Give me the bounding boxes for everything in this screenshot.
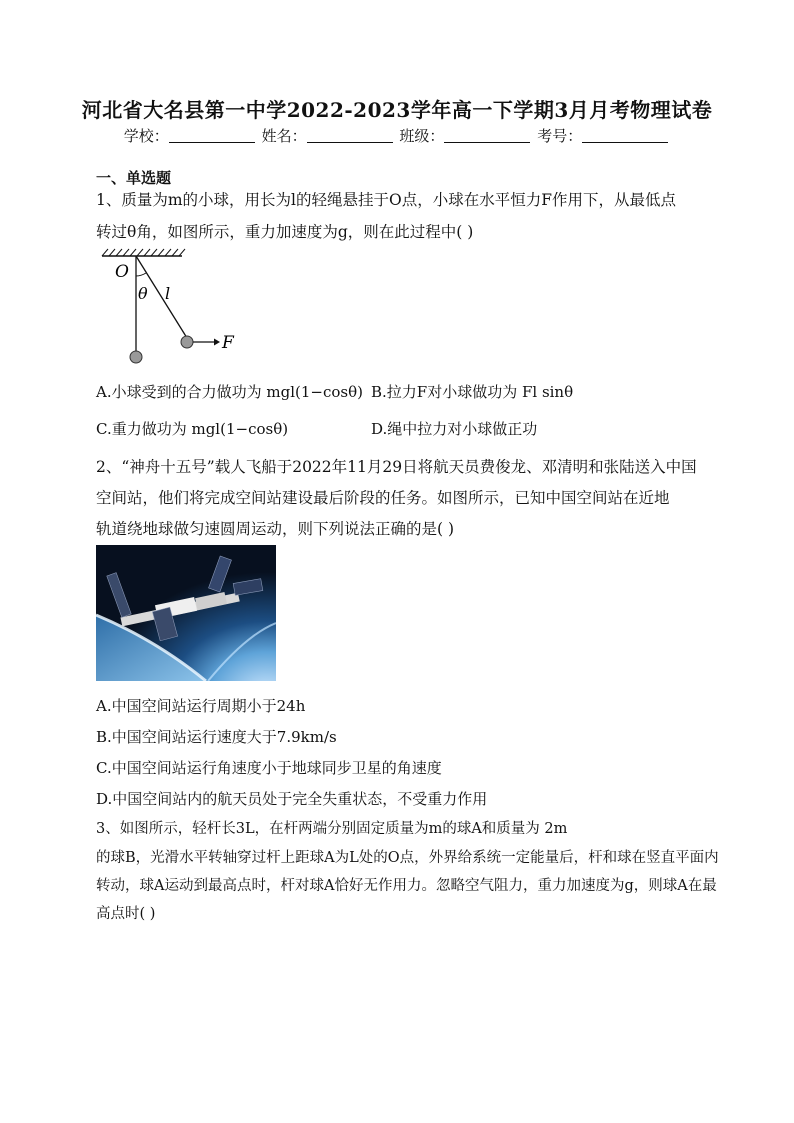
- number-blank[interactable]: [582, 127, 668, 143]
- q3-stem-line2: 的球B，光滑水平转轴穿过杆上距球A为L处的O点，外界给系统一定能量后，杆和球在竖直平面内: [96, 850, 719, 866]
- q1-stem-line2: 转过θ角，如图所示，重力加速度为g，则在此过程中( ): [96, 223, 474, 241]
- force-arrowhead: [214, 339, 220, 346]
- class-label: 班级：: [399, 127, 445, 145]
- ceiling-hatching: [102, 249, 185, 256]
- school-label: 学校：: [123, 127, 169, 145]
- label-l: l: [165, 284, 171, 303]
- q1-option-b[interactable]: B.拉力F对小球做功为 Fl sinθ: [371, 383, 574, 401]
- q2-option-a[interactable]: A.中国空间站运行周期小于24h: [96, 697, 306, 715]
- q1-pendulum-figure: [96, 248, 246, 366]
- q3-stem-line4: 高点时( ): [96, 906, 156, 922]
- q1-stem-line1: 1、质量为m的小球，用长为l的轻绳悬挂于O点，小球在水平恒力F作用下，从最低点: [96, 191, 676, 209]
- section-heading-single-choice: 一、单选题: [96, 169, 172, 187]
- ball-deflected: [181, 336, 193, 348]
- q1-option-d[interactable]: D.绳中拉力对小球做正功: [371, 420, 538, 438]
- label-O: O: [115, 262, 129, 282]
- student-info-line: [0, 125, 794, 146]
- name-blank[interactable]: [307, 127, 393, 143]
- label-F: F: [222, 333, 234, 353]
- q3-stem-line1: 3、如图所示，轻杆长3L，在杆两端分别固定质量为m的球A和质量为 2m: [96, 821, 568, 837]
- q3-stem-line3: 转动，球A运动到最高点时，杆对球A恰好无作用力。忽略空气阻力，重力加速度为g，则球A在最: [96, 878, 717, 894]
- q2-stem-line1: 2、“神舟十五号”载人飞船于2022年11月29日将航天员费俊龙、邓清明和张陆送入中国: [96, 458, 697, 476]
- school-blank[interactable]: [169, 127, 255, 143]
- q2-stem-line3: 轨道绕地球做匀速圆周运动，则下列说法正确的是( ): [96, 520, 455, 538]
- q1-option-c[interactable]: C.重力做功为 mgl(1−cosθ): [96, 420, 289, 438]
- theta-arc: [136, 273, 146, 276]
- q2-space-station-photo: [96, 545, 276, 681]
- number-label: 考号：: [537, 127, 583, 145]
- q2-option-d[interactable]: D.中国空间站内的航天员处于完全失重状态，不受重力作用: [96, 790, 488, 808]
- q2-option-c[interactable]: C.中国空间站运行角速度小于地球同步卫星的角速度: [96, 759, 442, 777]
- label-theta: θ: [138, 284, 148, 303]
- name-label: 姓名：: [261, 127, 307, 145]
- ball-lowest: [130, 351, 142, 363]
- q1-option-a[interactable]: A.小球受到的合力做功为 mgl(1−cosθ): [96, 383, 363, 401]
- page-title: 河北省大名县第一中学2022-2023学年高一下学期3月月考物理试卷: [81, 98, 713, 122]
- class-blank[interactable]: [444, 127, 530, 143]
- q2-option-b[interactable]: B.中国空间站运行速度大于7.9km/s: [96, 728, 337, 746]
- q2-stem-line2: 空间站，他们将完成空间站建设最后阶段的任务。如图所示，已知中国空间站在近地: [96, 489, 670, 507]
